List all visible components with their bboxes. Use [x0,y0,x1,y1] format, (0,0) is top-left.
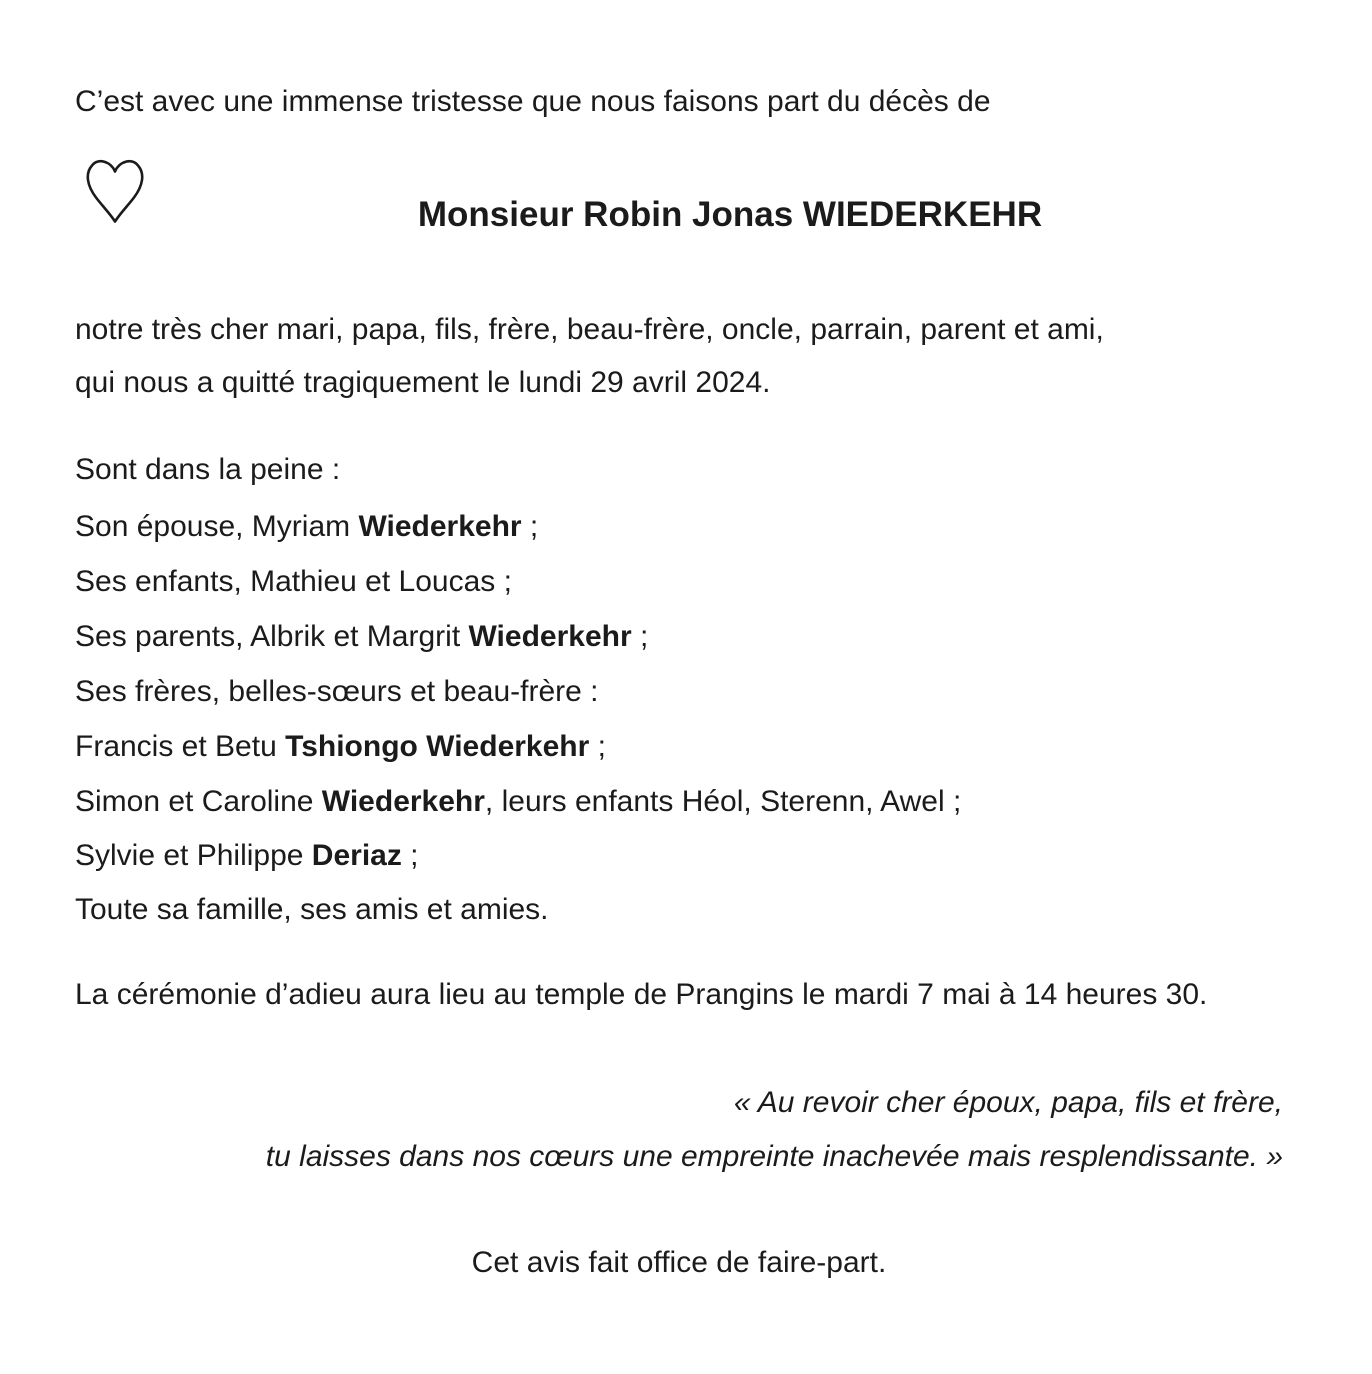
intro-text: C’est avec une immense tristesse que nous faisons part du décès de [75,85,991,118]
family-line-text: Francis et Betu [75,730,286,763]
description-line: qui nous a quitté tragiquement le lundi 29 avril 2024. [75,366,771,399]
family-line-bold-name: Tshiongo Wiederkehr [285,730,590,763]
family-line [75,895,1283,925]
family-line-bold-name: Wiederkehr [468,620,632,653]
family-line-text: , leurs enfants Héol, Sterenn, Awel ; [484,785,962,818]
family-line [75,787,1283,817]
family-line-text: ; [589,730,606,763]
family-line [75,841,1283,871]
family-line-bold-name: Deriaz [311,839,402,872]
family-line-text: ; [631,620,649,653]
family-line-text: Ses parents, Albrik et Margrit [75,620,469,653]
family-line-text: Toute sa famille, ses amis et amies. [75,893,549,926]
mourning-header: Sont dans la peine : [75,453,341,486]
family-line-text: ; [401,839,419,872]
family-line-text: Ses frères, belles-sœurs et beau-frère : [75,675,599,708]
family-line-text: Simon et Caroline [75,785,322,818]
family-line-text: ; [521,510,539,543]
family-line-text: Son épouse, Myriam [75,510,359,543]
ceremony-info: La cérémonie d’adieu aura lieu au temple de Prangins le mardi 7 mai à 14 heures 30. [75,978,1208,1011]
family-line [75,567,1283,597]
family-line-bold-name: Wiederkehr [358,510,522,543]
deceased-name-title: Monsieur Robin Jonas WIEDERKEHR [417,195,1043,234]
family-line [75,677,1283,707]
family-line-text: Sylvie et Philippe [75,839,312,872]
description-line: notre très cher mari, papa, fils, frère, beau-frère, oncle, parrain, parent et ami, [75,313,1104,346]
family-line [75,512,1283,542]
farewell-quote-line: « Au revoir cher époux, papa, fils et frère, [733,1086,1283,1119]
footer-notice: Cet avis fait office de faire-part. [471,1246,887,1279]
family-line-text: Ses enfants, Mathieu et Loucas ; [75,565,512,598]
heart-outline-icon [84,157,146,225]
farewell-quote-line: tu laisses dans nos cœurs une empreinte inachevée mais resplendissante. » [265,1140,1283,1173]
family-line [75,732,1283,762]
family-line [75,622,1283,652]
family-line-bold-name: Wiederkehr [321,785,485,818]
